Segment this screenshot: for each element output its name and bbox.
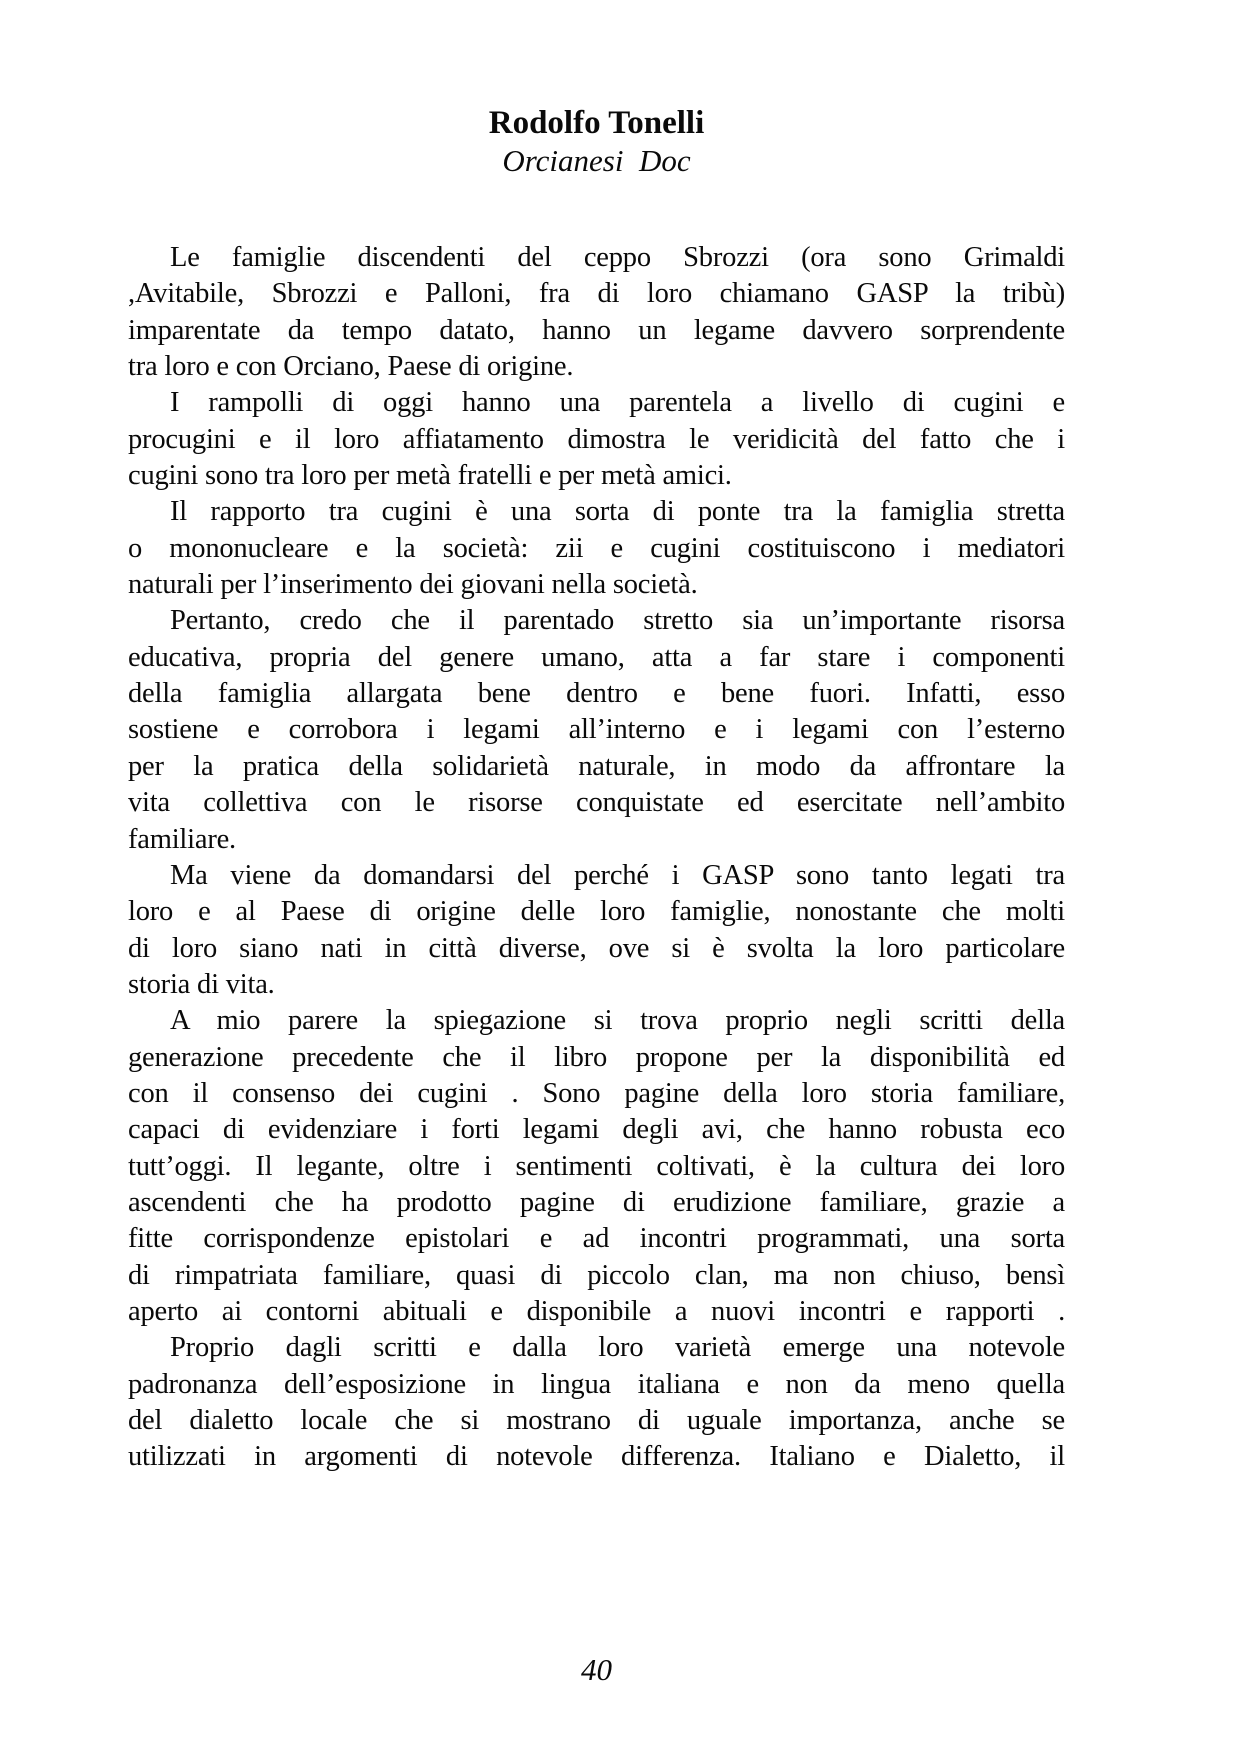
text-line: di loro siano nati in città diverse, ove si è svolta la loro particolare <box>128 932 1065 964</box>
paragraph <box>128 385 1065 494</box>
text-line: educativa, propria del genere umano, atta a far stare i componenti <box>128 641 1065 673</box>
text-line: Ma viene da domandarsi del perché i GASP sono tanto legati tra <box>170 859 1065 891</box>
page-number: 40 <box>581 1652 612 1687</box>
paragraph <box>128 240 1065 385</box>
text-line: imparentate da tempo datato, hanno un legame davvero sorprendente <box>128 314 1065 346</box>
text-line: tra loro e con Orciano, Paese di origine. <box>128 351 574 383</box>
text-line: aperto ai contorni abituali e disponibile a nuovi incontri e rapporti . <box>128 1295 1065 1327</box>
text-line: storia di vita. <box>128 968 275 1000</box>
text-line: generazione precedente che il libro propone per la disponibilità ed <box>128 1041 1065 1073</box>
text-line: loro e al Paese di origine delle loro famiglie, nonostante che molti <box>128 896 1065 928</box>
text-line: della famiglia allargata bene dentro e bene fuori. Infatti, esso <box>128 678 1065 710</box>
text-line: Le famiglie discendenti del ceppo Sbrozzi (ora sono Grimaldi <box>170 242 1065 273</box>
text-line: utilizzati in argomenti di notevole differenza. Italiano e Dialetto, il <box>128 1441 1065 1473</box>
text-line: di rimpatriata familiare, quasi di piccolo clan, ma non chiuso, bensì <box>128 1259 1065 1291</box>
text-line: fitte corrispondenze epistolari e ad incontri programmati, una sorta <box>128 1223 1065 1255</box>
text-line: Proprio dagli scritti e dalla loro varietà emerge una notevole <box>170 1332 1065 1364</box>
text-line: sostiene e corrobora i legami all’interno e i legami con l’esterno <box>128 714 1065 746</box>
text-line: con il consenso dei cugini . Sono pagine della loro storia familiare, <box>128 1077 1065 1109</box>
paragraph <box>128 858 1065 1003</box>
paragraph <box>128 1330 1065 1475</box>
text-line: per la pratica della solidarietà naturale, in modo da affrontare la <box>128 750 1065 782</box>
text-line: procugini e il loro affiatamento dimostra le veridicità del fatto che i <box>128 423 1065 455</box>
text-line: familiare. <box>128 823 236 855</box>
paragraph <box>128 603 1065 857</box>
body-text <box>128 240 1065 1476</box>
text-line: cugini sono tra loro per metà fratelli e per metà amici. <box>128 460 732 492</box>
text-line: vita collettiva con le risorse conquistate ed esercitate nell’ambito <box>128 787 1065 819</box>
page-subtitle: Orcianesi Doc <box>502 143 691 178</box>
text-line: ,Avitabile, Sbrozzi e Palloni, fra di loro chiamano GASP la tribù) <box>128 278 1065 310</box>
paragraph <box>128 1003 1065 1330</box>
paragraph <box>128 494 1065 603</box>
text-line: I rampolli di oggi hanno una parentela a livello di cugini e <box>170 387 1065 419</box>
text-block <box>128 0 1065 1754</box>
text-line: Il rapporto tra cugini è una sorta di ponte tra la famiglia stretta <box>170 496 1065 528</box>
text-line: tutt’oggi. Il legante, oltre i sentimenti coltivati, è la cultura dei loro <box>128 1150 1065 1182</box>
text-line: Pertanto, credo che il parentado stretto sia un’importante risorsa <box>170 605 1065 637</box>
text-line: A mio parere la spiegazione si trova proprio negli scritti della <box>170 1005 1065 1037</box>
text-line: o mononucleare e la società: zii e cugini costituiscono i mediatori <box>128 532 1065 564</box>
text-line: del dialetto locale che si mostrano di uguale importanza, anche se <box>128 1405 1065 1436</box>
text-line: ascendenti che ha prodotto pagine di erudizione familiare, grazie a <box>128 1186 1065 1218</box>
text-line: padronanza dell’esposizione in lingua italiana e non da meno quella <box>128 1368 1065 1400</box>
page-title: Rodolfo Tonelli <box>488 105 705 141</box>
text-line: naturali per l’inserimento dei giovani nella società. <box>128 569 698 601</box>
text-line: capaci di evidenziare i forti legami degli avi, che hanno robusta eco <box>128 1114 1065 1146</box>
